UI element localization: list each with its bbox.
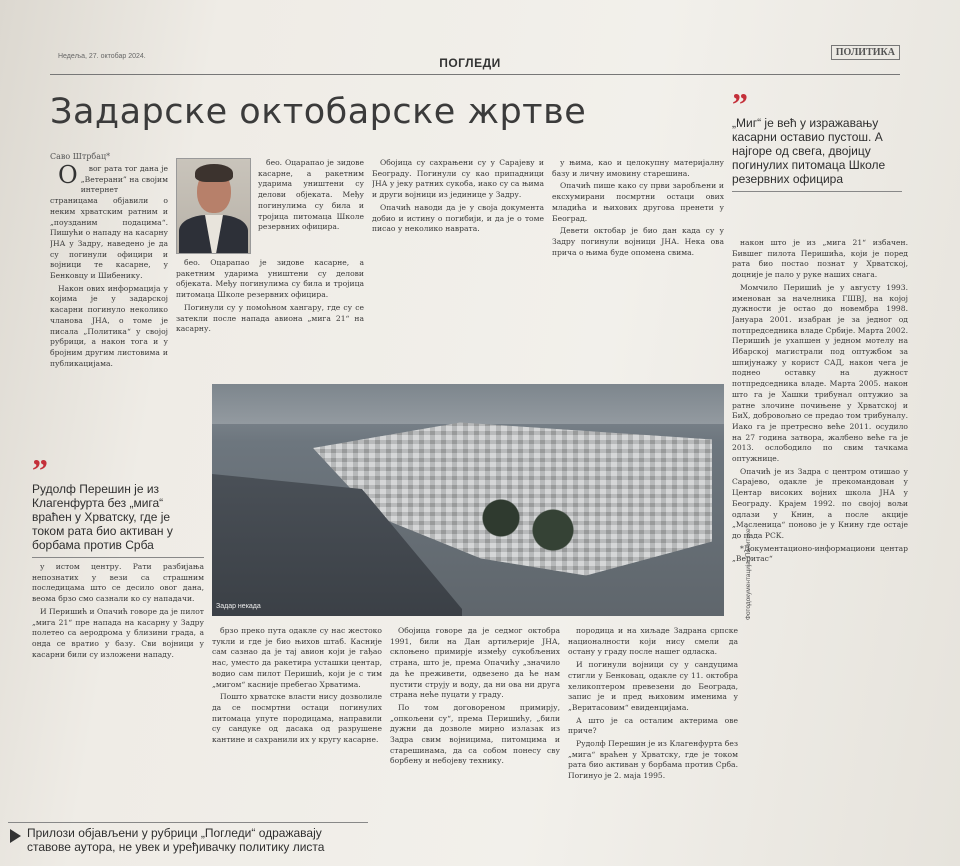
paragraph: Опачић је из Задра с центром отишао у Сарајево, одакле је прекомандован у Центар високих војних школа ЈНА у Београду. Крајем 1992. по својој вољи одлази у Книн, а после акције „Масленица“ поново је у Книну где остаје до пада РСК. — [732, 466, 908, 540]
paragraph: Рудолф Перешин је из Клагенфурта без „мига“ враћен у Хрватску, где је током рата био активан у борбама против Срба. Погинуо је 2. маја 1995. — [568, 739, 738, 781]
portrait-hair — [195, 164, 233, 182]
column-2-lower — [212, 626, 382, 802]
column-1-lower — [32, 562, 204, 802]
paragraph: А што је са осталим актерима ове приче? — [568, 715, 738, 736]
zadar-aerial-photo — [212, 384, 724, 616]
header-rule — [50, 74, 900, 75]
drop-cap: О — [58, 164, 78, 189]
paragraph: у истом центру. Рати разбијања непознатих у вези са страшним последицама што се десило овог дана, веома брзо смо сазнали ко су нападачи. — [32, 562, 204, 604]
section-label: ПОГЛЕДИ — [439, 56, 501, 70]
paragraph: Опачић пише како су први заробљени и ексхумирани посмртни остаци ових младића и њихових другова пренети у Београд. — [552, 181, 724, 223]
column-2-top — [258, 158, 364, 254]
paragraph: Погинули су у помоћном хангару, где су се затекли после напада авиона „мига 21“ на касарну. — [176, 302, 364, 334]
quote-mark-icon: ” — [32, 452, 48, 488]
paragraph: Опачић наводи да је у своја документа добио и истину о погибији, и да је о томе писао у неколико наврата. — [372, 202, 544, 234]
paragraph: Девети октобар је био дан када су у Задру погинули војници ЈНА. Нека ова прича о њима буде опомена свима. — [552, 226, 724, 257]
pull-quote-right — [732, 86, 902, 192]
column-4-lower — [568, 626, 738, 856]
paragraph: По том договореном примирју, „опкољени су“, према Перишићу, „били дужни да дозволе мирно излазак из Задра свим војницима, питомцима и старешинама, да са собом понесу сву борбену и небојеву технику. — [390, 702, 560, 766]
paragraph: И погинули војници су у сандуцима стигли у Бенковац, одакле су 11. октобра хеликоптером превезени до Београда, запис је и пред њиховим именима у „Веритасовим“ евиденцијама. — [568, 660, 738, 712]
author-portrait — [176, 158, 251, 254]
paragraph: *Документационо-информациони центар „Веритас“ — [732, 543, 908, 564]
paragraph: Обојица су сахрањени су у Сарајеву и Београду. Погинули су као припадници ЈНА у јеку ратних сукоба, иако су са њима и други војници из јединице у Задру. — [372, 158, 544, 200]
paragraph: у њима, као и целокупну материјалну базу и личну имовину старешина. — [552, 158, 724, 178]
paragraph: бео. Оцарапао је зидове касарне, а ракетним ударима уништени су делови објеката. Међу погинулима су била и тројица питомаца Школе резервних официра. — [258, 158, 364, 232]
column-2 — [176, 258, 364, 378]
article-title: Задарске октобарске жртве — [50, 92, 587, 132]
paragraph: породица и на хиљаде Задрана српске националности који нису смели да остану у граду после нашег одласка. — [568, 626, 738, 657]
paragraph: Након ових информација у којима је у задарској касарни погинуло неколико чланова ЈНА, о томе је писала „Политика“ у својој рубрици, а након тога и у бројним другим листовима и публикацијама. — [50, 283, 168, 368]
quote-mark-icon: ” — [732, 86, 748, 122]
photo-caption: Задар некада — [216, 603, 261, 610]
footer-disclaimer-text: Прилози објављени у рубрици „Погледи“ одражавају ставове аутора, не увек и уређивачку политику листа — [27, 826, 325, 854]
paragraph: И Перишић и Опачић говоре да је пилот „мига 21“ пре напада на касарну у Задру полетео са аеродрома у близини града, а онда се вратио у базу. Сви војници у касарни били су изложени нападу. — [32, 606, 204, 659]
photo-credit: Фотодокументација „Политике“ — [745, 526, 752, 620]
dateline: Недеља, 27. октобар 2024. — [58, 53, 146, 60]
column-1 — [50, 164, 168, 449]
article-author: Саво Штрбац* — [50, 152, 111, 161]
paragraph: бео. Оцарапао је зидове касарне, а ракетним ударима уништени су делови објеката. Међу погинулима су била и тројица питомаца Школе резервних официра. — [176, 258, 364, 300]
column-3-lower — [390, 626, 560, 856]
photo-trees — [462, 494, 592, 554]
pull-quote-text: „Миг“ је већ у изражавању касарни оставио пустош. А најгоре од свега, двојицу погинулих питомаца Школе резервних официра — [732, 116, 902, 192]
newspaper-logo: ПОЛИТИКА — [831, 45, 900, 60]
triangle-bullet-icon — [10, 829, 21, 843]
pull-quote-left — [32, 452, 204, 558]
pull-quote-text: Рудолф Перешин је из Клагенфурта без „мига“ враћен у Хрватску, где је током рата био активан у борбама против Срба — [32, 482, 204, 558]
paragraph: Момчило Перишић је у августу 1993. именован за начелника ГШВЈ, на којој дужности је остао до новембра 1998. Јануара 2001. изабран је за једног од потпредседника владе Србије. Марта 2002. Перишић је ухапшен у једном мотелу на Ибарској магистрали под оптужбом за шпијунажу у корист САД, након чега је поднео оставку на дужност потпредседника владе. Марта 2005. након што га је Хашки трибунал оптужио за ратне злочине почињене у Хрватској и БиХ, добровољно се предао том трибуналу. Иако га је претресно веће 2011. осудило на 27 година затвора, жалбено веће га је 2013. ослободило по свим тачкама оптужнице. — [732, 282, 908, 464]
footer-disclaimer — [8, 826, 368, 854]
paragraph-text: вог рата тог дана је „Ветерани” на својим интернет страницама објавили о неким хрватским ратним и „поузданим подацима“. Пишући о нападу на касарну ЈНА у Задру, наведено је да су погинули официри и војници те касарне, у Бенковцу и Шибенику. — [50, 164, 168, 281]
paragraph: након што је из „мига 21“ избачен. Бившег пилота Перишића, који је поред рата био постао познат у Хрватској, доцније је пало у руке наших снага. — [732, 238, 908, 280]
footer-rule — [8, 822, 368, 823]
column-3 — [372, 158, 544, 378]
paragraph: Обојица говоре да је седмог октобра 1991, били на Дан артиљерије ЈНА, склоњено примирје између сукобљених страна, што је, према Опачићу „значило да ће преживети, одвезено да ће нам пустити струју и воду, да ни ова ни друга страна неће пуцати у граду. — [390, 626, 560, 700]
column-5 — [732, 238, 908, 858]
paragraph: Пошто хрватске власти нису дозволиле да се посмртни остаци погинулих питомаца упуте породицама, направили су сандуке од дасака од разрушене кантине и сахранили их у кругу касарне. — [212, 692, 382, 745]
photo-sea — [212, 384, 724, 424]
paragraph — [50, 164, 168, 282]
paragraph: брзо преко пута одакле су нас жестоко тукли и где је био њихов штаб. Касније сам сазнао да је тај авион који је гађао нас, уместо да ракетира усташки центар, водио сам пилот Перишић, који је с тим „мигом“ касније пребегао Хрватима. — [212, 626, 382, 689]
column-4 — [552, 158, 724, 378]
